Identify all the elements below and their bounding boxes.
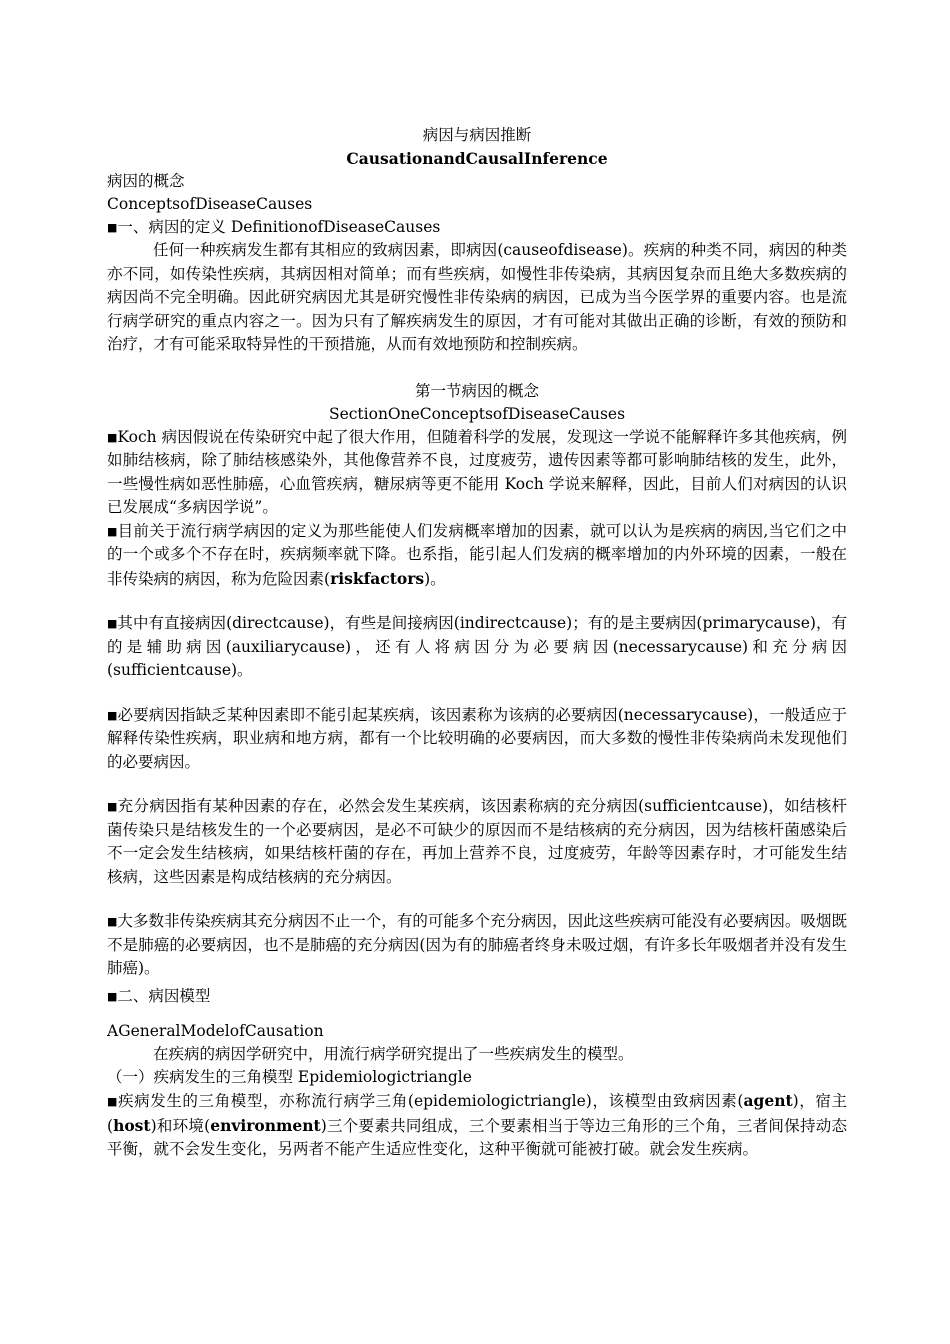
document-title-cn: 病因与病因推断	[422, 126, 532, 144]
bullet-square-icon: ■	[107, 708, 118, 722]
bullet-square-icon: ■	[107, 524, 118, 538]
concept-heading-cn: 病因的概念	[107, 172, 185, 190]
necessary-cause-text: 必要病因指缺乏某种因素即不能引起某疾病，该因素称为该病的必要病因(necessarycause)，一般适应于解释传染性疾病，职业病和地方病，都有一个比较明确的必要病因，而大多数的慢性非传染病尚未发现他们的必要病因。	[107, 705, 847, 771]
concept-heading-en: ConceptsofDiseaseCauses	[107, 195, 313, 213]
agent-term: agent	[743, 1091, 793, 1110]
triangle-model-paragraph	[107, 1089, 847, 1162]
section-definition-title	[107, 216, 847, 239]
section-models-title-text: 二、病因模型	[117, 986, 211, 1005]
definition-paragraph: 任何一种疾病发生都有其相应的致病因素，即病因(causeofdisease)。疾病的种类不同，病因的种类亦不同，如传染性疾病，其病因相对简单；而有些疾病，如慢性非传染病，其病因复杂而且绝大多数疾病的病因尚不完全明确。因此研究病因尤其是研究慢性非传染病的病因，已成为当今医学界的重要内容。也是流行病学研究的重点内容之一。因为只有了解疾病发生的原因，才有可能对其做出正确的诊断，有效的预防和治疗，才有可能采取特异性的干预措施，从而有效地预防和控制疾病。	[107, 241, 847, 353]
bullet-square-icon: ■	[107, 915, 118, 928]
section-models-title	[107, 985, 847, 1008]
bullet-square-icon: ■	[107, 1095, 118, 1108]
section-definition-title-text: 一、病因的定义 DefinitionofDiseaseCauses	[117, 218, 441, 236]
multiple-causes-text: 大多数非传染疾病其充分病因不止一个，有的可能多个充分病因，因此这些疾病可能没有必要病因。吸烟既不是肺癌的必要病因，也不是肺癌的充分病因(因为有的肺癌者终身未吸过烟，有许多长年吸烟者并没有发生肺癌)。	[107, 912, 847, 977]
environment-term: environment	[210, 1115, 321, 1135]
cause-definition-paragraph	[107, 520, 847, 592]
multiple-causes-paragraph	[107, 910, 847, 981]
triangle-model-title: （一）疾病发生的三角模型 Epidemiologictriangle	[107, 1068, 472, 1086]
koch-paragraph	[107, 426, 847, 520]
document-title-en: CausationandCausalInference	[346, 149, 608, 168]
cause-types-paragraph	[107, 612, 847, 683]
necessary-cause-paragraph	[107, 704, 847, 775]
bullet-square-icon: ■	[107, 430, 118, 444]
triangle-text-d: )三个要素共同组成，三个要素相当于等边三角形的三个角，三者间保持动态平衡，就不会发生变化，另两者不能产生适应性变化，这种平衡就可能被打破。就会发生疾病。	[107, 1116, 847, 1158]
koch-paragraph-text: Koch 病因假说在传染研究中起了很大作用，但随着科学的发展，发现这一学说不能解释许多其他疾病，例如肺结核病，除了肺结核感染外，其他像营养不良，过度疲劳，遗传因素等都可影响肺结核的发生，此外，一些慢性病如恶性肺癌，心血管疾病，糖尿病等更不能用 Koch 学说来解释，因此，目前人们对病因的认识已发展成“多病因学说”。	[107, 427, 847, 516]
bullet-square-icon: ■	[107, 989, 118, 1003]
triangle-text-c: )和环境(	[150, 1116, 211, 1135]
cause-types-text: 其中有直接病因(directcause)，有些是间接病因(indirectcause)；有的是主要病因(primarycause)，有的是辅助病因(auxiliarycause)，还有人将病因分为必要病因(necessarycause)和充分病因(sufficientcause)。	[107, 614, 847, 679]
bullet-square-icon: ■	[107, 221, 118, 234]
section-models-title-en: AGeneralModelofCausation	[107, 1021, 324, 1040]
host-term: host	[113, 1115, 151, 1135]
bullet-square-icon: ■	[107, 617, 118, 630]
bullet-square-icon: ■	[107, 800, 118, 813]
triangle-text-a: 疾病发生的三角模型，亦称流行病学三角(epidemiologictriangle)，该模型由致病因素(	[118, 1092, 744, 1110]
section-one-title-en: SectionOneConceptsofDiseaseCauses	[328, 404, 626, 423]
cause-definition-end: )。	[424, 569, 446, 588]
risk-factors-term: riskfactors	[330, 568, 425, 588]
cause-definition-text: 目前关于流行病学病因的定义为那些能使人们发病概率增加的因素，就可以认为是疾病的病因,当它们之中的一个或多个不存在时，疾病频率就下降。也系指，能引起人们发病的概率增加的内外环境的因素，一般在非传染病的病因，称为危险因素(	[107, 521, 847, 588]
document-page	[107, 124, 847, 1162]
sufficient-cause-text: 充分病因指有某种因素的存在，必然会发生某疾病，该因素称病的充分病因(sufficientcause)，如结核杆菌传染只是结核发生的一个必要病因，是必不可缺少的原因而不是结核病的充分病因，因为结核杆菌感染后不一定会发生结核病，如果结核杆菌的存在，再加上营养不良，过度疲劳，年龄等因素存时，才可能发生结核病，这些因素是构成结核病的充分病因。	[107, 797, 847, 886]
sufficient-cause-paragraph	[107, 795, 847, 889]
models-intro-paragraph: 在疾病的病因学研究中，用流行病学研究提出了一些疾病发生的模型。	[153, 1044, 634, 1063]
section-one-title-cn: 第一节病因的概念	[414, 381, 539, 400]
triangle-text-b: )，宿主(	[107, 1092, 847, 1135]
